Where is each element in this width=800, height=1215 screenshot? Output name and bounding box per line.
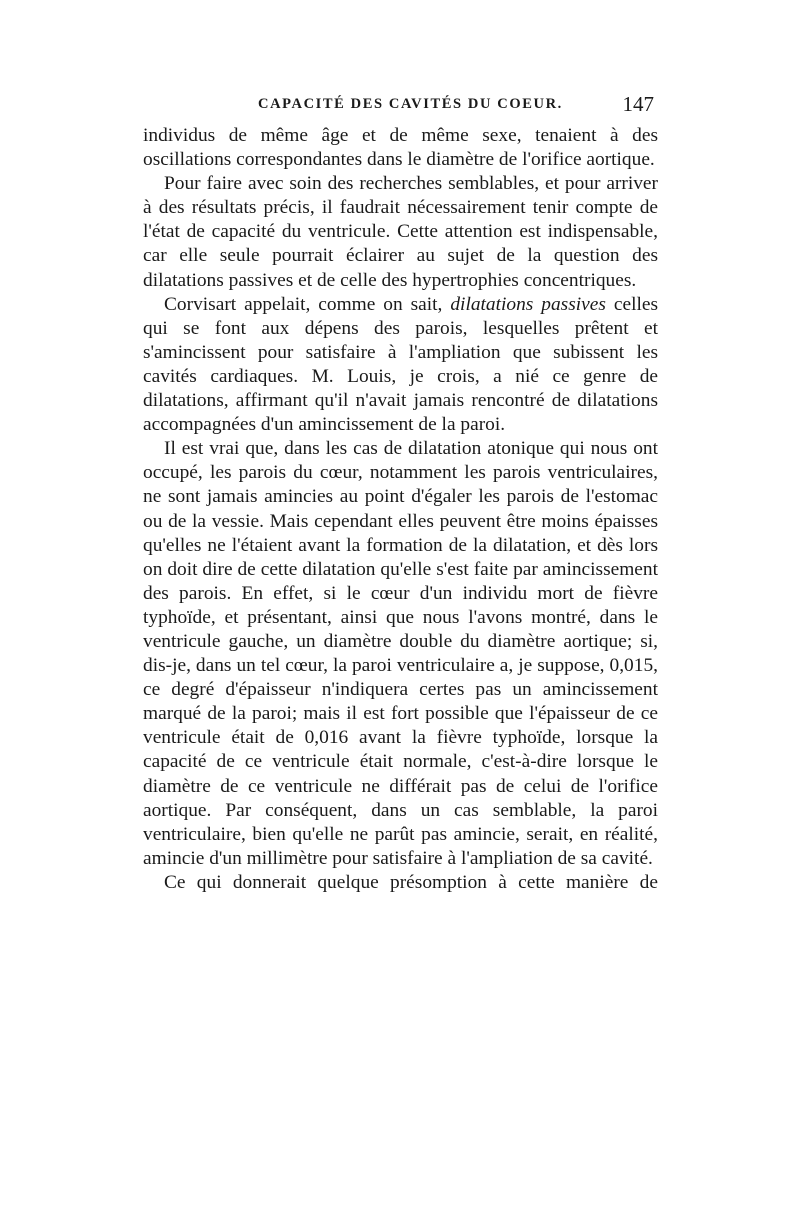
running-head xyxy=(143,92,658,122)
corvisart-text-after: celles qui se font aux dépens des parois, lesquelles prêtent et s'amincissent pour satisfaire à l'ampliation que subissent les cavités cardiaques. M. Louis, je crois, a nié ce genre de dilatations, affirmant qu'il n'avait jamais rencontré de dilatations accompagnées d'un amincissement de la paroi. xyxy=(143,293,658,436)
paragraph-capacity-research: Pour faire avec soin des recherches semblables, et pour arriver à des résultats précis, il faudrait nécessairement tenir compte de l'état de capacité du ventricule. Cette attention est indispensable, car elle seule pourrait éclairer au sujet de la question des dilatations passives et de celle des hypertrophies concentriques. xyxy=(143,173,658,291)
body-text xyxy=(143,124,658,895)
paragraph-continued: individus de même âge et de même sexe, tenaient à des oscillations correspondantes dans le diamètre de l'orifice aortique. xyxy=(143,125,658,171)
page-number: 147 xyxy=(622,92,654,116)
running-title: CAPACITÉ DES CAVITÉS DU COEUR. xyxy=(258,96,563,112)
corvisart-text-before: Corvisart appelait, comme on sait, xyxy=(164,293,451,315)
paragraph-final-line: Ce qui donnerait quelque présomption à cette manière de xyxy=(164,871,658,893)
italic-term: dilatations passives xyxy=(450,293,606,315)
book-page xyxy=(143,92,658,895)
paragraph-atonic-dilatation: Il est vrai que, dans les cas de dilatation atonique qui nous ont occupé, les parois du cœur, notamment les parois ventriculaires, ne sont jamais amincies au point d'égaler les parois de l'estomac ou de la vessie. Mais cependant elles peuvent être moins épaisses qu'elles ne l'étaient avant la formation de la dilatation, et dès lors on doit dire de cette dilatation qu'elle s'est faite par amincissement des parois. En effet, si le cœur d'un individu mort de fièvre typhoïde, et présentant, ainsi que nous l'avons montré, dans le ventricule gauche, un diamètre double du diamètre aortique; si, dis-je, dans un tel cœur, la paroi ventriculaire a, je suppose, 0,015, ce degré d'épaisseur n'indiquera certes pas un amincissement marqué de la paroi; mais il est fort possible que l'épaisseur de ce ventricule était de 0,016 avant la fièvre typhoïde, lorsque la capacité de ce ventricule était normale, c'est-à-dire lorsque le diamètre de ce ventricule ne différait pas de celui de l'orifice aortique. Par conséquent, dans un cas semblable, la paroi ventriculaire, bien qu'elle ne parût pas amincie, serait, en réalité, amincie d'un millimètre pour satisfaire à l'ampliation de sa cavité. xyxy=(143,438,658,869)
paragraph-corvisart xyxy=(143,293,658,438)
